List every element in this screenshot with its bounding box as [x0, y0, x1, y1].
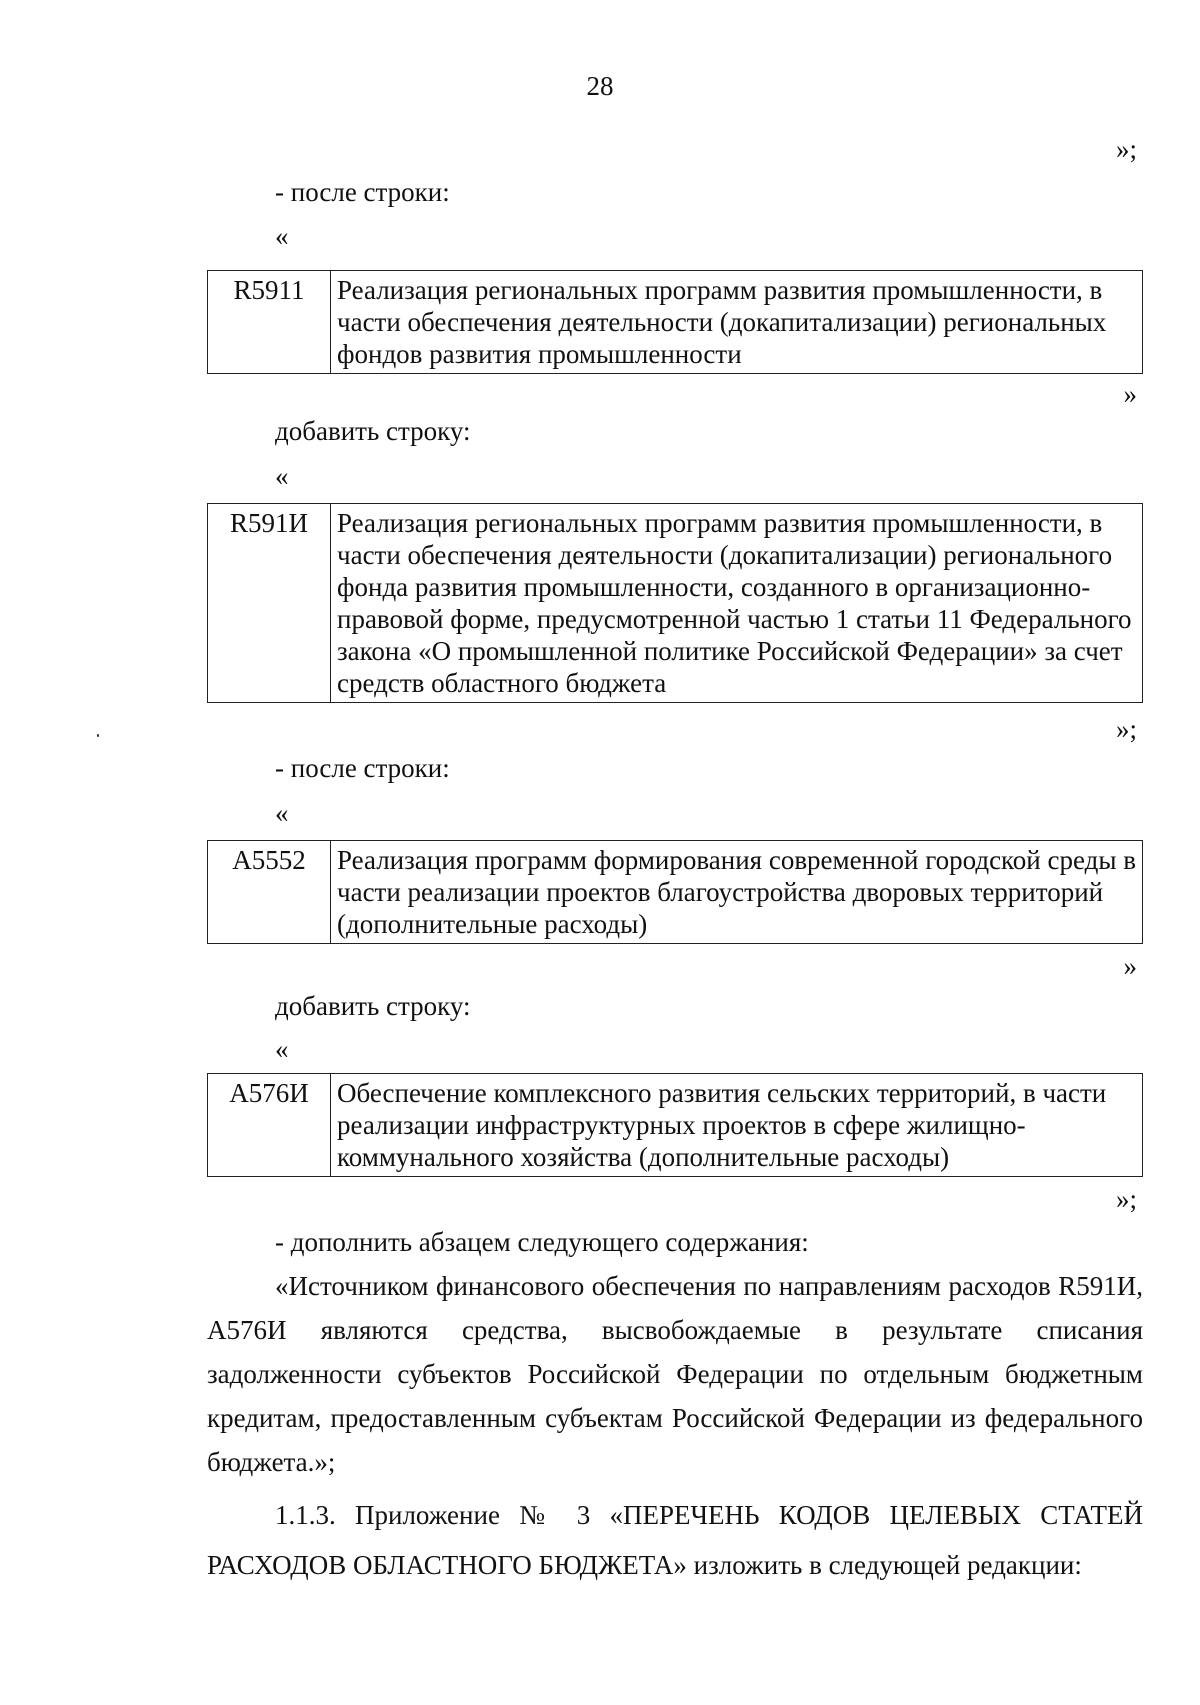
- opening-quote: «: [275, 1034, 289, 1064]
- closing-quote: »: [1123, 951, 1137, 981]
- row-code: R5911: [208, 271, 331, 374]
- row-code: R591И: [208, 504, 331, 703]
- table-row: [208, 1074, 1143, 1177]
- source-paragraph: «Источником финансового обеспечения по направлениям расходов R591И, A576И являются средства, высвобождаемые в результате списания задолженности субъектов Российской Федерации по отдельным бюджетным кредитам, предоставленным субъектам Российской Федерации из федерального бюджета.»;: [207, 1271, 1143, 1477]
- table-row: [208, 504, 1143, 703]
- opening-quote: «: [275, 221, 289, 251]
- add-row-label: добавить строку:: [275, 991, 471, 1021]
- row-code: A576И: [208, 1074, 331, 1177]
- table-row: [208, 841, 1143, 944]
- supplement-label: - дополнить абзацем следующего содержания:: [275, 1227, 809, 1257]
- table-row: [208, 271, 1143, 374]
- budget-row-table: [207, 503, 1143, 703]
- opening-quote: «: [275, 798, 289, 828]
- after-row-label: - после строки:: [275, 753, 450, 783]
- row-description: Реализация региональных программ развития промышленности, в части обеспечения деятельности (докапитализации) региональных фондов развития промышленности: [331, 271, 1143, 374]
- scan-speck: [97, 734, 99, 737]
- row-description: Реализация региональных программ развития промышленности, в части обеспечения деятельности (докапитализации) регионального фонда развития промышленности, созданного в организационно-правовой форме, предусмотренной частью 1 статьи 11 Федерального закона «О промышленной политике Российской Федерации» за счет средств областного бюджета: [331, 504, 1143, 703]
- closing-quote: »: [1123, 379, 1137, 409]
- row-description: Реализация программ формирования современной городской среды в части реализации проектов благоустройства дворовых территорий (дополнительные расходы): [331, 841, 1143, 944]
- row-code: A5552: [208, 841, 331, 944]
- page-number: 28: [586, 71, 614, 101]
- closing-quote: »;: [1115, 1184, 1137, 1214]
- closing-quote: »;: [1115, 134, 1137, 164]
- opening-quote: «: [275, 461, 289, 491]
- row-description: Обеспечение комплексного развития сельских территорий, в части реализации инфраструктурных проектов в сфере жилищно-коммунального хозяйства (дополнительные расходы): [331, 1074, 1143, 1177]
- budget-row-table: [207, 270, 1143, 374]
- add-row-label: добавить строку:: [275, 416, 471, 446]
- closing-quote: »;: [1115, 714, 1137, 744]
- budget-row-table: [207, 840, 1143, 944]
- after-row-label: - после строки:: [275, 177, 450, 207]
- budget-row-table: [207, 1073, 1143, 1177]
- appendix-paragraph: 1.1.3. Приложение № 3 «ПЕРЕЧЕНЬ КОДОВ ЦЕЛЕВЫХ СТАТЕЙ РАСХОДОВ ОБЛАСТНОГО БЮДЖЕТА» изложить в следующей редакции:: [207, 1500, 1143, 1580]
